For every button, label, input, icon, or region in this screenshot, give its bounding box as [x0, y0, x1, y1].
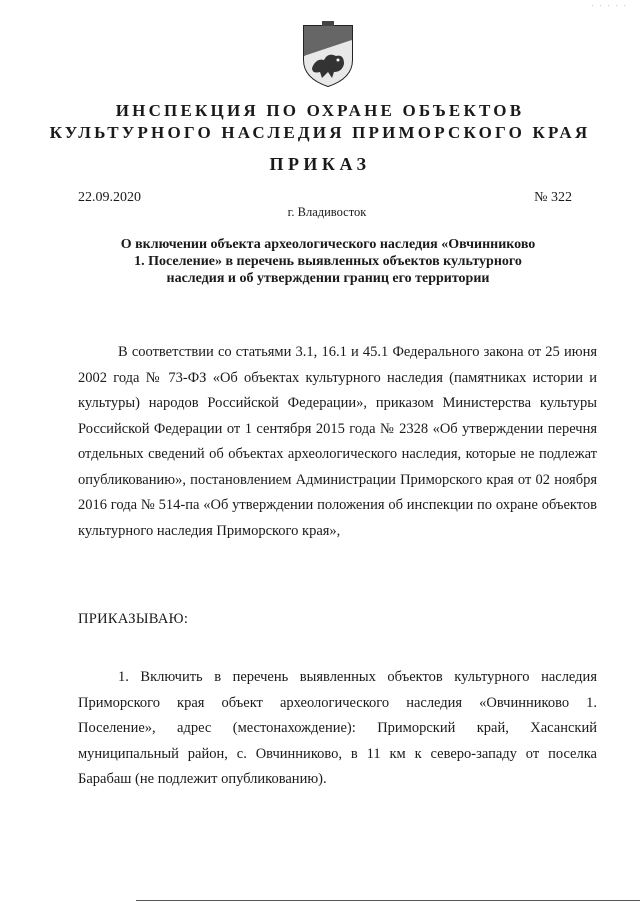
scan-noise-marks: · · · · · — [591, 2, 628, 10]
document-type: ПРИКАЗ — [269, 154, 371, 174]
scan-edge-line — [136, 900, 640, 901]
order-subject: О включении объекта археологического наследия «Овчинниково 1. Поселение» в перечень выявленных объектов культурного наследия и об утверждении границ его территории — [120, 237, 536, 286]
organization-name-line2: КУЛЬТУРНОГО НАСЛЕДИЯ ПРИМОРСКОГО КРАЯ — [49, 123, 591, 142]
item-1-paragraph: 1. Включить в перечень выявленных объектов культурного наследия Приморского края объект археологического наследия «Овчинниково 1. Поселение», адрес (местонахождение): Приморский край, Хасанский муниципальный район, с. Овчинниково, в 11 км к северо-западу от поселка Барабаш (не подлежит опубликованию). — [78, 669, 597, 787]
primorye-coat-of-arms-icon — [298, 20, 358, 88]
preamble-paragraph: В соответствии со статьями 3.1, 16.1 и 45.1 Федерального закона от 25 июня 2002 года № 73-ФЗ «Об объектах культурного наследия (памятниках истории и культуры) народов Российской Федерации», приказом Министерства культуры Российской Федерации от 1 сентября 2015 года № 2328 «Об утверждении перечня отдельных сведений об объектах археологического наследия, которые не подлежат опубликованию», постановлением Администрации Приморского края от 02 ноября 2016 года № 514-па «Об утверждении положения об инспекции по охране объектов культурного наследия Приморского края», — [78, 344, 597, 539]
order-date: 22.09.2020 — [78, 190, 141, 205]
order-city: г. Владивосток — [287, 205, 367, 219]
decree-word: ПРИКАЗЫВАЮ: — [78, 611, 189, 627]
organization-name-line1: ИНСПЕКЦИЯ ПО ОХРАНЕ ОБЪЕКТОВ — [115, 101, 525, 120]
order-number: № 322 — [534, 190, 572, 205]
